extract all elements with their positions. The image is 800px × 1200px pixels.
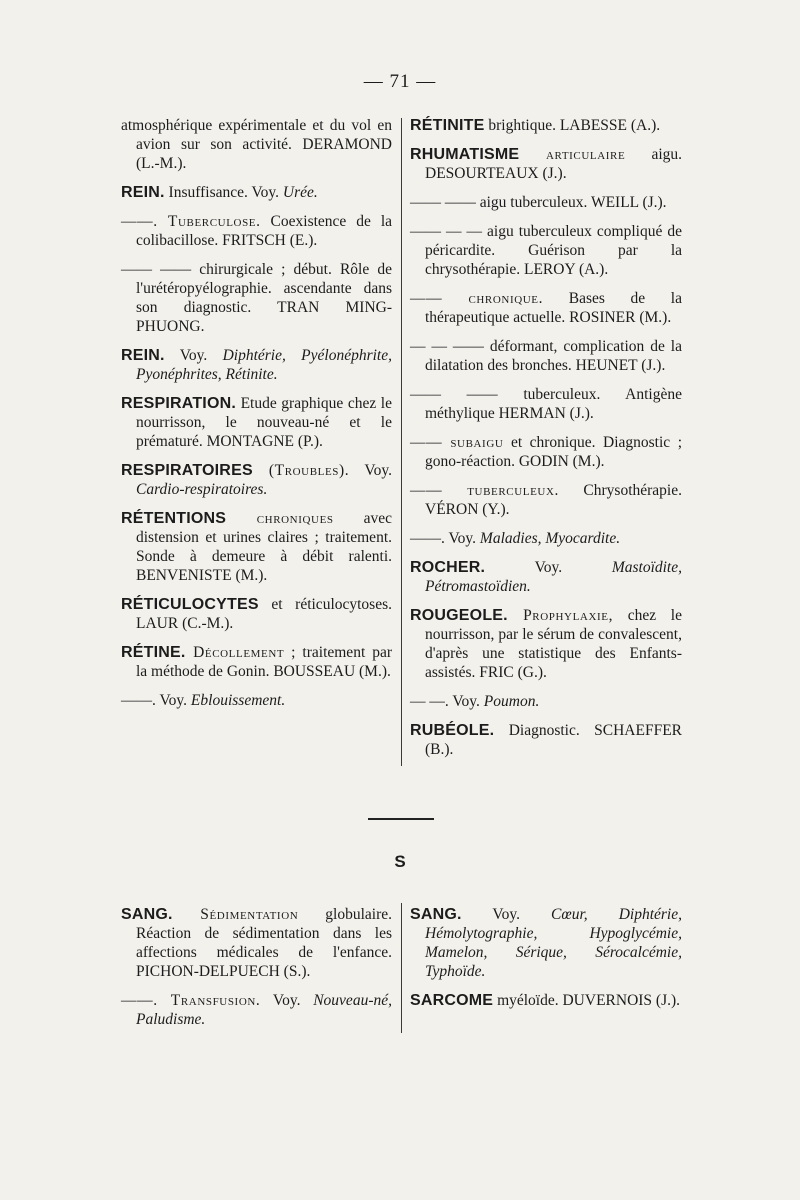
index-entry <box>121 905 392 981</box>
index-entry <box>121 212 392 250</box>
entry-text: Voy. <box>260 992 314 1009</box>
index-entry <box>410 145 682 183</box>
entry-text: Voy. <box>485 559 612 576</box>
index-entry <box>410 991 682 1010</box>
index-entry <box>410 222 682 279</box>
index-entry <box>410 481 682 519</box>
index-entry <box>410 606 682 682</box>
entry-text: —— —— chirurgicale ; début. Rôle de l'urétéropyélographie. ascendante dans son diagnostic. TRAN MING-PHUONG. <box>121 261 392 335</box>
entry-smallcaps: Décollement <box>185 644 285 661</box>
entry-text: globulaire. Réaction de sédimentation dans les affections médicales de l'enfance. PICHON-DELPUECH (S.). <box>136 906 393 980</box>
entry-text: myéloïde. DUVERNOIS (J.). <box>493 992 681 1009</box>
column-left-bottom <box>121 905 392 1039</box>
entry-text: brightique. LABESSE (A.). <box>484 117 661 134</box>
index-entry <box>410 905 682 981</box>
entry-headword: SANG. <box>121 906 173 923</box>
section-letter: S <box>394 852 406 871</box>
index-entry <box>121 643 392 681</box>
entry-headword: RÉTINE. <box>121 644 186 661</box>
entry-italic: Mastoïdite, Pétromastoïdien. <box>425 559 682 595</box>
column-right-bottom <box>410 905 682 1020</box>
entry-smallcaps: chroniques <box>226 510 334 527</box>
entry-headword: RESPIRATION. <box>121 395 237 412</box>
entry-text: —— — — aigu tuberculeux compliqué de péricardite. Guérison par la chrysothérapie. LEROY (A.). <box>410 223 682 278</box>
index-entry <box>121 346 392 384</box>
entry-text: Diagnostic. SCHAEFFER (B.). <box>425 722 682 758</box>
index-entry <box>410 433 682 471</box>
index-entry <box>121 183 392 202</box>
entry-smallcaps: ——. Tuberculose. <box>121 213 261 230</box>
entry-text: et réticulocytoses. LAUR (C.-M.). <box>136 596 392 632</box>
entry-smallcaps: —— tuberculeux. <box>410 482 559 499</box>
entry-text: Coexistence de la colibacillose. FRITSCH (E.). <box>136 213 393 249</box>
index-entry <box>121 691 392 710</box>
entry-text: aigu. DESOURTEAUX (J.). <box>425 146 682 182</box>
index-entry <box>121 461 392 499</box>
index-entry <box>410 116 682 135</box>
entry-italic: Poumon. <box>483 693 540 710</box>
entry-italic: Cardio-respiratoires. <box>136 481 268 498</box>
index-entry <box>121 509 392 585</box>
index-entry <box>410 529 682 548</box>
entry-text: Etude graphique chez le nourrisson, le nouveau-né et le prématuré. MONTAGNE (P.). <box>136 395 392 450</box>
entry-smallcaps: (Troubles). <box>252 462 350 479</box>
index-entry <box>410 385 682 423</box>
index-entry <box>121 116 392 173</box>
entry-headword: RUBÉOLE. <box>410 722 495 739</box>
entry-text: ——. Voy. <box>121 692 191 709</box>
entry-headword: SARCOME <box>410 992 494 1009</box>
entry-text: ; traitement par la méthode de Gonin. BOUSSEAU (M.). <box>136 644 392 680</box>
entry-text: —— —— aigu tuberculeux. WEILL (J.). <box>410 194 667 211</box>
entry-smallcaps: —— chronique. <box>410 290 544 307</box>
column-divider <box>401 118 402 766</box>
index-entry <box>121 260 392 336</box>
entry-headword: RHUMATISME <box>410 146 520 163</box>
entry-text: ——. Voy. <box>410 530 480 547</box>
entry-text: Insuffisance. Voy. <box>164 184 283 201</box>
index-entry <box>121 394 392 451</box>
entry-italic: Diphtérie, Pyélonéphrite, Pyonéphrites, Rétinite. <box>136 347 392 383</box>
entry-italic: Urée. <box>282 184 318 201</box>
entry-italic: Maladies, Myocardite. <box>479 530 621 547</box>
entry-text: — —. Voy. <box>410 693 484 710</box>
entry-text: et chronique. Diagnostic ; gono-réaction. GODIN (M.). <box>425 434 682 470</box>
entry-smallcaps: articulaire <box>519 146 626 163</box>
page-number: — 71 — <box>363 71 437 92</box>
entry-text: atmosphérique expérimentale et du vol en avion sur son activité. DERAMOND (L.-M.). <box>121 117 392 172</box>
entry-italic: Nouveau-né, Paludisme. <box>136 992 392 1028</box>
entry-smallcaps: Sédimentation <box>172 906 299 923</box>
column-right-top <box>410 116 682 769</box>
entry-text: Voy. <box>164 347 223 364</box>
entry-headword: RÉTICULOCYTES <box>121 596 259 613</box>
entry-smallcaps: Prophylaxie, <box>507 607 614 624</box>
entry-headword: ROUGEOLE. <box>410 607 508 624</box>
entry-text: Chrysothérapie. VÉRON (Y.). <box>425 482 682 518</box>
entry-text: —— —— tuberculeux. Antigène méthylique HERMAN (J.). <box>410 386 682 422</box>
index-entry <box>410 193 682 212</box>
entry-text: Bases de la thérapeutique actuelle. ROSINER (M.). <box>425 290 682 326</box>
index-entry <box>121 991 392 1029</box>
index-entry <box>410 558 682 596</box>
entry-headword: REIN. <box>121 347 165 364</box>
column-left-top <box>121 116 392 720</box>
entry-text: chez le nourrisson, par le sérum de convalescent, d'après une statistique des Enfants-assistés. FRIC (G.). <box>425 607 682 681</box>
entry-headword: SANG. <box>410 906 462 923</box>
entry-text: avec distension et urines claires ; traitement. Sonde à demeure à débit ralenti. BENVENISTE (M.). <box>136 510 393 584</box>
entry-headword: RÉTENTIONS <box>121 510 227 527</box>
entry-headword: REIN. <box>121 184 165 201</box>
section-divider-rule <box>368 818 434 820</box>
entry-smallcaps: —— subaigu <box>410 434 504 451</box>
index-entry <box>121 595 392 633</box>
index-entry <box>410 692 682 711</box>
entry-italic: Cœur, Diphtérie, Hémolytographie, Hypoglycémie, Mamelon, Sérique, Sérocalcémie, Typhoïde. <box>425 906 682 980</box>
entry-text: Voy. <box>349 462 392 479</box>
entry-text: Voy. <box>461 906 552 923</box>
entry-headword: RESPIRATOIRES <box>121 462 253 479</box>
entry-italic: Eblouissement. <box>190 692 286 709</box>
column-divider <box>401 903 402 1033</box>
index-entry <box>410 289 682 327</box>
entry-headword: ROCHER. <box>410 559 486 576</box>
index-entry <box>410 721 682 759</box>
entry-headword: RÉTINITE <box>410 117 485 134</box>
entry-text: — — —— déformant, complication de la dilatation des bronches. HEUNET (J.). <box>410 338 682 374</box>
index-entry <box>410 337 682 375</box>
entry-smallcaps: ——. Transfusion. <box>121 992 261 1009</box>
